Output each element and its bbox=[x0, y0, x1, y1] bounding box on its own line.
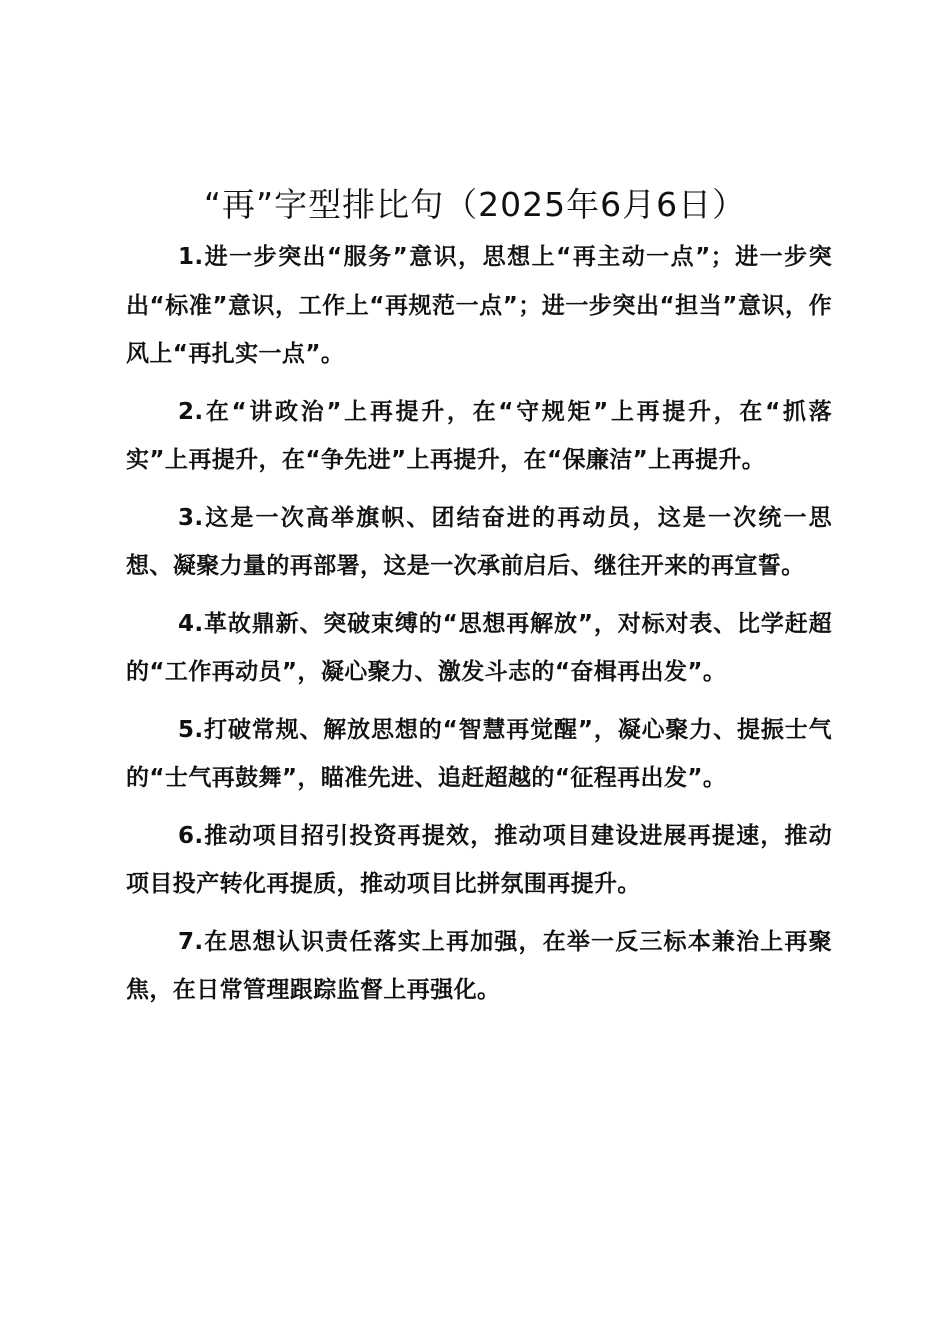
paragraph-7: 7.在思想认识责任落实上再加强，在举一反三标本兼治上再聚焦，在日常管理跟踪监督上再强化。 bbox=[126, 928, 832, 1003]
document-title: “再”字型排比句（2025年6月6日） bbox=[203, 185, 747, 224]
paragraph-2: 2.在“讲政治”上再提升，在“守规矩”上再提升，在“抓落实”上再提升，在“争先进”上再提升，在“保廉洁”上再提升。 bbox=[126, 398, 832, 473]
paragraph-5: 5.打破常规、解放思想的“智慧再觉醒”，凝心聚力、提振士气的“士气再鼓舞”，瞄准先进、追赶超越的“征程再出发”。 bbox=[126, 716, 832, 791]
paragraph-1: 1.进一步突出“服务”意识，思想上“再主动一点”；进一步突出“标准”意识，工作上“再规范一点”；进一步突出“担当”意识，作风上“再扎实一点”。 bbox=[126, 244, 832, 367]
paragraph-3: 3.这是一次高举旗帜、团结奋进的再动员，这是一次统一思想、凝聚力量的再部署，这是一次承前启后、继往开来的再宣誓。 bbox=[126, 504, 832, 579]
document-body bbox=[126, 233, 832, 1024]
paragraph-6: 6.推动项目招引投资再提效，推动项目建设进展再提速，推动项目投产转化再提质，推动项目比拼氛围再提升。 bbox=[126, 822, 832, 897]
paragraph-4: 4.革故鼎新、突破束缚的“思想再解放”，对标对表、比学赶超的“工作再动员”，凝心聚力、激发斗志的“奋楫再出发”。 bbox=[126, 610, 832, 685]
